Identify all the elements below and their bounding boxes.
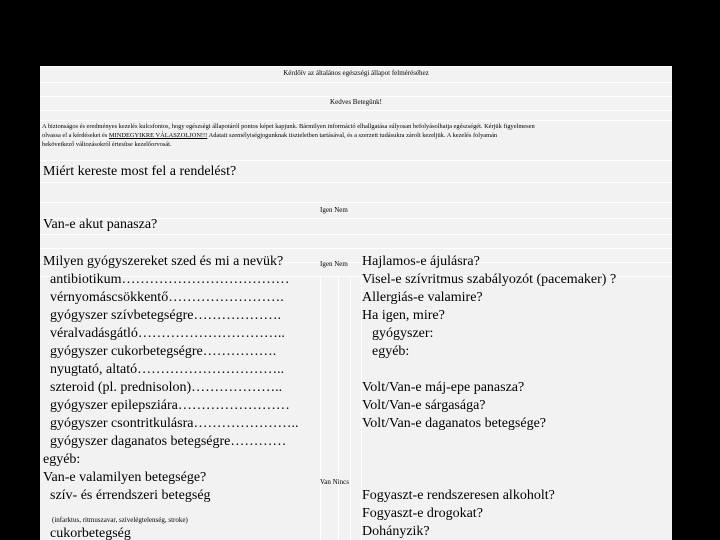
question-fainting: Hajlamos-e ájulásra? xyxy=(362,254,480,269)
question-if-yes: Ha igen, mire? xyxy=(362,308,445,323)
column-divider xyxy=(320,276,321,540)
present-absent-header: Van Nincs xyxy=(320,478,349,486)
greeting: Kedves Betegünk! xyxy=(330,98,382,106)
question-smoking: Dohányzik? xyxy=(362,524,430,539)
table-row xyxy=(40,182,672,202)
question-why-visit: Miért kereste most fel a rendelést? xyxy=(43,164,237,179)
list-item: gyógyszer daganatos betegségre………… xyxy=(50,434,287,449)
form-title: Kérdőív az általános egészségi állapot felméréséhez xyxy=(283,69,429,77)
question-any-disease: Van-e valamilyen betegsége? xyxy=(43,470,207,485)
list-item: vérnyomáscsökkentő……………………. xyxy=(50,290,284,305)
list-item: cukorbetegség xyxy=(50,526,131,540)
question-liver: Volt/Van-e máj-epe panasza? xyxy=(362,380,525,395)
list-item: véralvadásgátló………………………….. xyxy=(50,326,285,341)
emphasis-text: MINDEGYIKRE VÁLASZOLJON!!! xyxy=(108,132,208,139)
question-pacemaker: Visel-e szívritmus szabályozót (pacemaker) ? xyxy=(362,272,617,287)
table-row xyxy=(40,110,672,120)
column-divider xyxy=(338,276,339,540)
question-acute-complaint: Van-e akut panasza? xyxy=(43,217,158,232)
table-row xyxy=(40,234,672,248)
intro-line: A biztonságos és eredményes kezelés kulcsfontos, hogy egészségi állapotáról pontos képet kapjunk. Bármilyen információ elhallgatása súlyosan befolyásolhatja egészségét. Kérjük figyelmesen xyxy=(42,123,535,130)
question-alcohol: Fogyaszt-e rendszeresen alkoholt? xyxy=(362,488,555,503)
table-row xyxy=(40,82,672,96)
list-item: gyógyszer epilepsziára…………………… xyxy=(50,398,290,413)
list-item: szteroid (pl. prednisolon)……………….. xyxy=(50,380,283,395)
other-label: egyéb: xyxy=(43,452,81,467)
question-medications: Milyen gyógyszereket szed és mi a nevük? xyxy=(43,254,284,269)
cardio-note: (infarktus, ritmuszavar, szívelégtelenség, stroke) xyxy=(52,516,188,524)
intro-line: olvassa el a kérdéseket és MINDEGYIKRE VÁLASZOLJON!!! Adatait személyiségjogunknak tiszteletben tartásával, és a szerzett tudásukra zárolt kezeljük. A kezelés folyamán xyxy=(42,132,498,139)
question-jaundice: Volt/Van-e sárgasága? xyxy=(362,398,486,413)
list-item: szív- és érrendszeri betegség xyxy=(50,488,211,503)
allergy-drug-label: gyógyszer: xyxy=(372,326,434,341)
intro-line: bekövetkező változásokról értesítse kezelőorvosát. xyxy=(42,141,172,148)
list-item: gyógyszer csontritkulásra………………….. xyxy=(50,416,299,431)
questionnaire-page xyxy=(40,66,672,540)
question-allergy: Allergiás-e valamire? xyxy=(362,290,483,305)
column-divider xyxy=(350,276,351,540)
list-item: nyugtató, altató………………………….. xyxy=(50,362,285,377)
yes-no-header: Igen Nem xyxy=(320,260,348,268)
question-drugs: Fogyaszt-e drogokat? xyxy=(362,506,483,521)
yes-no-header: Igen Nem xyxy=(320,206,348,214)
list-item: gyógyszer szívbetegségre………………. xyxy=(50,308,281,323)
list-item: antibiotikum……………………………… xyxy=(50,272,290,287)
allergy-other-label: egyéb: xyxy=(372,344,410,359)
list-item: gyógyszer cukorbetegségre……………. xyxy=(50,344,277,359)
question-tumor: Volt/Van-e daganatos betegsége? xyxy=(362,416,547,431)
